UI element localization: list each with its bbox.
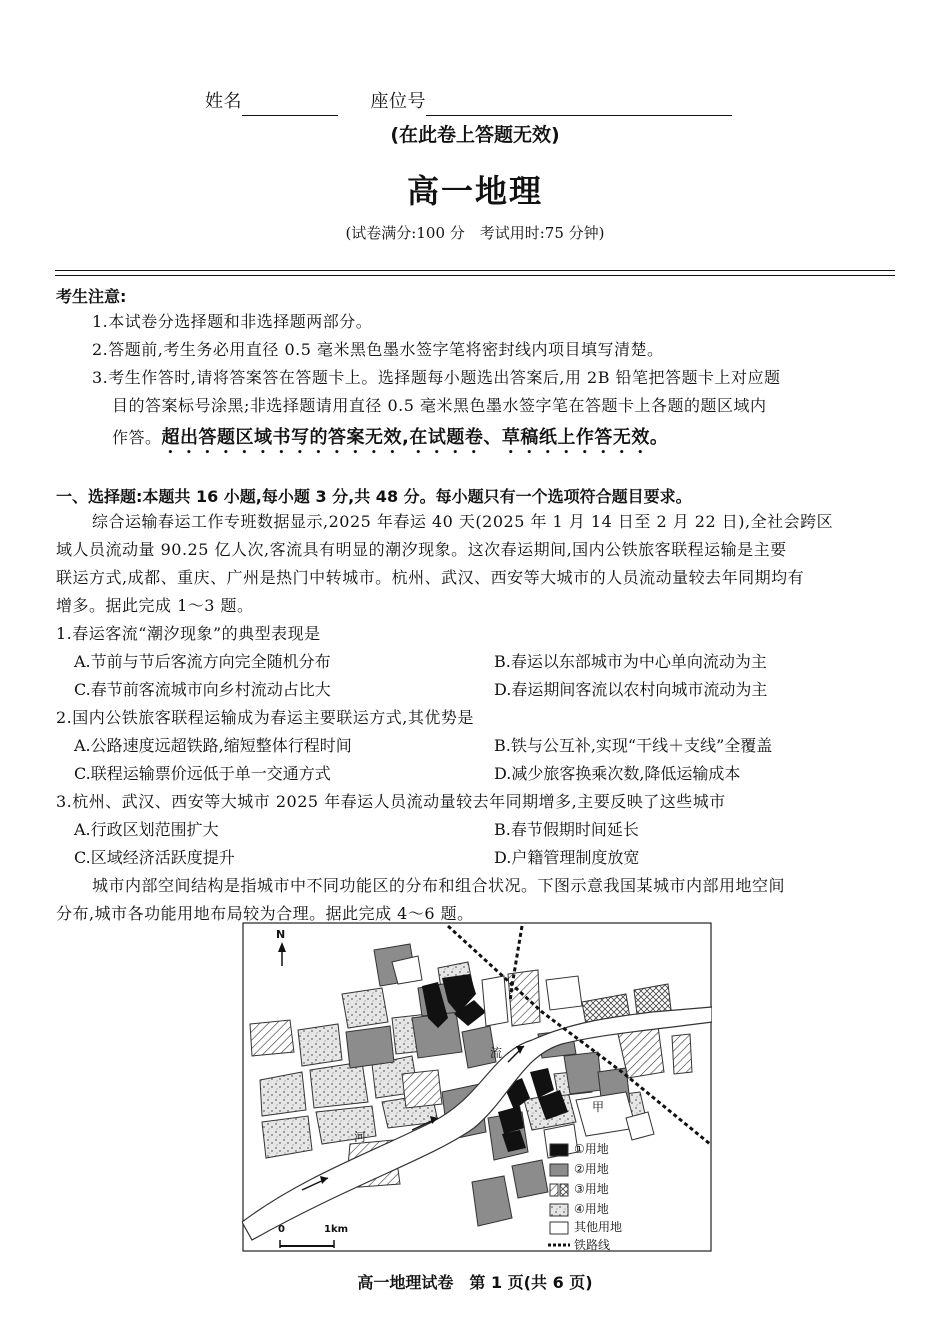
- q3-option-a: A.行政区划范围扩大: [74, 820, 219, 839]
- passage1-line1: 综合运输春运工作专班数据显示,2025 年春运 40 天(2025 年 1 月 14 日至 2 月 22 日),全社会跨区: [92, 512, 834, 531]
- legend-label-4: ④用地: [574, 1202, 609, 1216]
- legend-label-2: ②用地: [574, 1162, 609, 1176]
- passage2-line1: 城市内部空间结构是指城市中不同功能区的分布和组合状况。下图示意我国某城市内部用地空间: [92, 876, 786, 895]
- river-label-liu: 流: [490, 1046, 503, 1060]
- instruction-2: 2.答题前,考生务必用直径 0.5 毫米黑色墨水签字笔将密封线内项目填写清楚。: [92, 340, 664, 359]
- divider-top: [55, 270, 895, 271]
- passage1-line2: 域人员流动量 90.25 亿人次,客流具有明显的潮汐现象。这次春运期间,国内公铁旅客联程运输是主要: [56, 540, 787, 559]
- invalid-notice: (在此卷上答题无效): [390, 124, 560, 146]
- q3-option-b: B.春节假期时间延长: [494, 820, 639, 839]
- north-label: N: [276, 928, 286, 941]
- legend-swatches: [548, 1144, 570, 1245]
- page-title: 高一地理: [406, 172, 543, 210]
- seat-label: 座位号: [370, 91, 426, 112]
- instruction-emphasis: 超出答题区域书写的答案无效,在试题卷、草稿纸上作答无效。: [161, 427, 669, 448]
- scale-zero-label: 0: [278, 1224, 285, 1235]
- q1-option-a: A.节前与节后客流方向完全随机分布: [74, 652, 331, 671]
- passage1-line4: 增多。据此完成 1～3 题。: [56, 596, 254, 615]
- q3-option-d: D.户籍管理制度放宽: [494, 848, 640, 867]
- name-field: [205, 88, 732, 116]
- question-3-stem: 3.杭州、武汉、西安等大城市 2025 年春运人员流动量较去年同期增多,主要反映了这些城市: [56, 792, 726, 811]
- scale-km-label: 1km: [324, 1224, 349, 1235]
- q3-option-c: C.区域经济活跃度提升: [74, 848, 235, 867]
- q2-option-c: C.联程运输票价远低于单一交通方式: [74, 764, 331, 783]
- passage2-line2: 分布,城市各功能用地布局较为合理。据此完成 4～6 题。: [56, 904, 474, 923]
- section-heading: 一、选择题:本题共 16 小题,每小题 3 分,共 48 分。每小题只有一个选项符合题目要求。: [56, 487, 692, 506]
- q2-option-a: A.公路速度远超铁路,缩短整体行程时间: [74, 736, 352, 755]
- q1-option-d: D.春运期间客流以农村向城市流动为主: [494, 680, 768, 699]
- map-svg: [242, 922, 712, 1252]
- q1-option-b: B.春运以东部城市为中心单向流动为主: [494, 652, 767, 671]
- area-jia-label: 甲: [592, 1100, 605, 1114]
- instruction-3: 3.考生作答时,请将答案答在答题卡上。选择题每小题选出答案后,用 2B 铅笔把答题卡上对应题: [92, 368, 781, 387]
- exam-meta: (试卷满分:100 分 考试用时:75 分钟): [345, 224, 605, 242]
- q2-option-d: D.减少旅客换乘次数,降低运输成本: [494, 764, 741, 783]
- page-footer: 高一地理试卷 第 1 页(共 6 页): [357, 1273, 593, 1292]
- name-blank: [242, 95, 338, 116]
- legend-label-3: ③用地: [574, 1182, 609, 1196]
- city-land-use-map: [242, 922, 712, 1252]
- river-label-he: 河: [354, 1130, 367, 1144]
- instruction-1: 1.本试卷分选择题和非选择题两部分。: [92, 312, 373, 331]
- question-1-stem: 1.春运客流“潮汐现象”的典型表现是: [56, 624, 321, 643]
- question-2-stem: 2.国内公铁旅客联程运输成为春运主要联运方式,其优势是: [56, 708, 474, 727]
- divider-bottom: [55, 275, 895, 276]
- instructions-heading: 考生注意:: [56, 287, 127, 306]
- seat-blank: [426, 95, 732, 116]
- q2-option-b: B.铁与公互补,实现“干线＋支线”全覆盖: [494, 736, 773, 755]
- passage1-line3: 联运方式,成都、重庆、广州是热门中转城市。杭州、武汉、西安等大城市的人员流动量较去年同期均有: [56, 568, 805, 587]
- instruction-3-end: [112, 424, 668, 458]
- instruction-3-prefix: 作答。: [112, 428, 162, 447]
- name-label: 姓名: [205, 91, 242, 112]
- legend-label-1: ①用地: [574, 1142, 609, 1156]
- q1-option-c: C.春节前客流城市向乡村流动占比大: [74, 680, 331, 699]
- legend-label-railway: 铁路线: [574, 1238, 611, 1252]
- legend-label-other: 其他用地: [574, 1220, 623, 1234]
- instruction-3-cont: 目的答案标号涂黑;非选择题请用直径 0.5 毫米黑色墨水签字笔在答题卡上各题的题区域内: [112, 396, 767, 415]
